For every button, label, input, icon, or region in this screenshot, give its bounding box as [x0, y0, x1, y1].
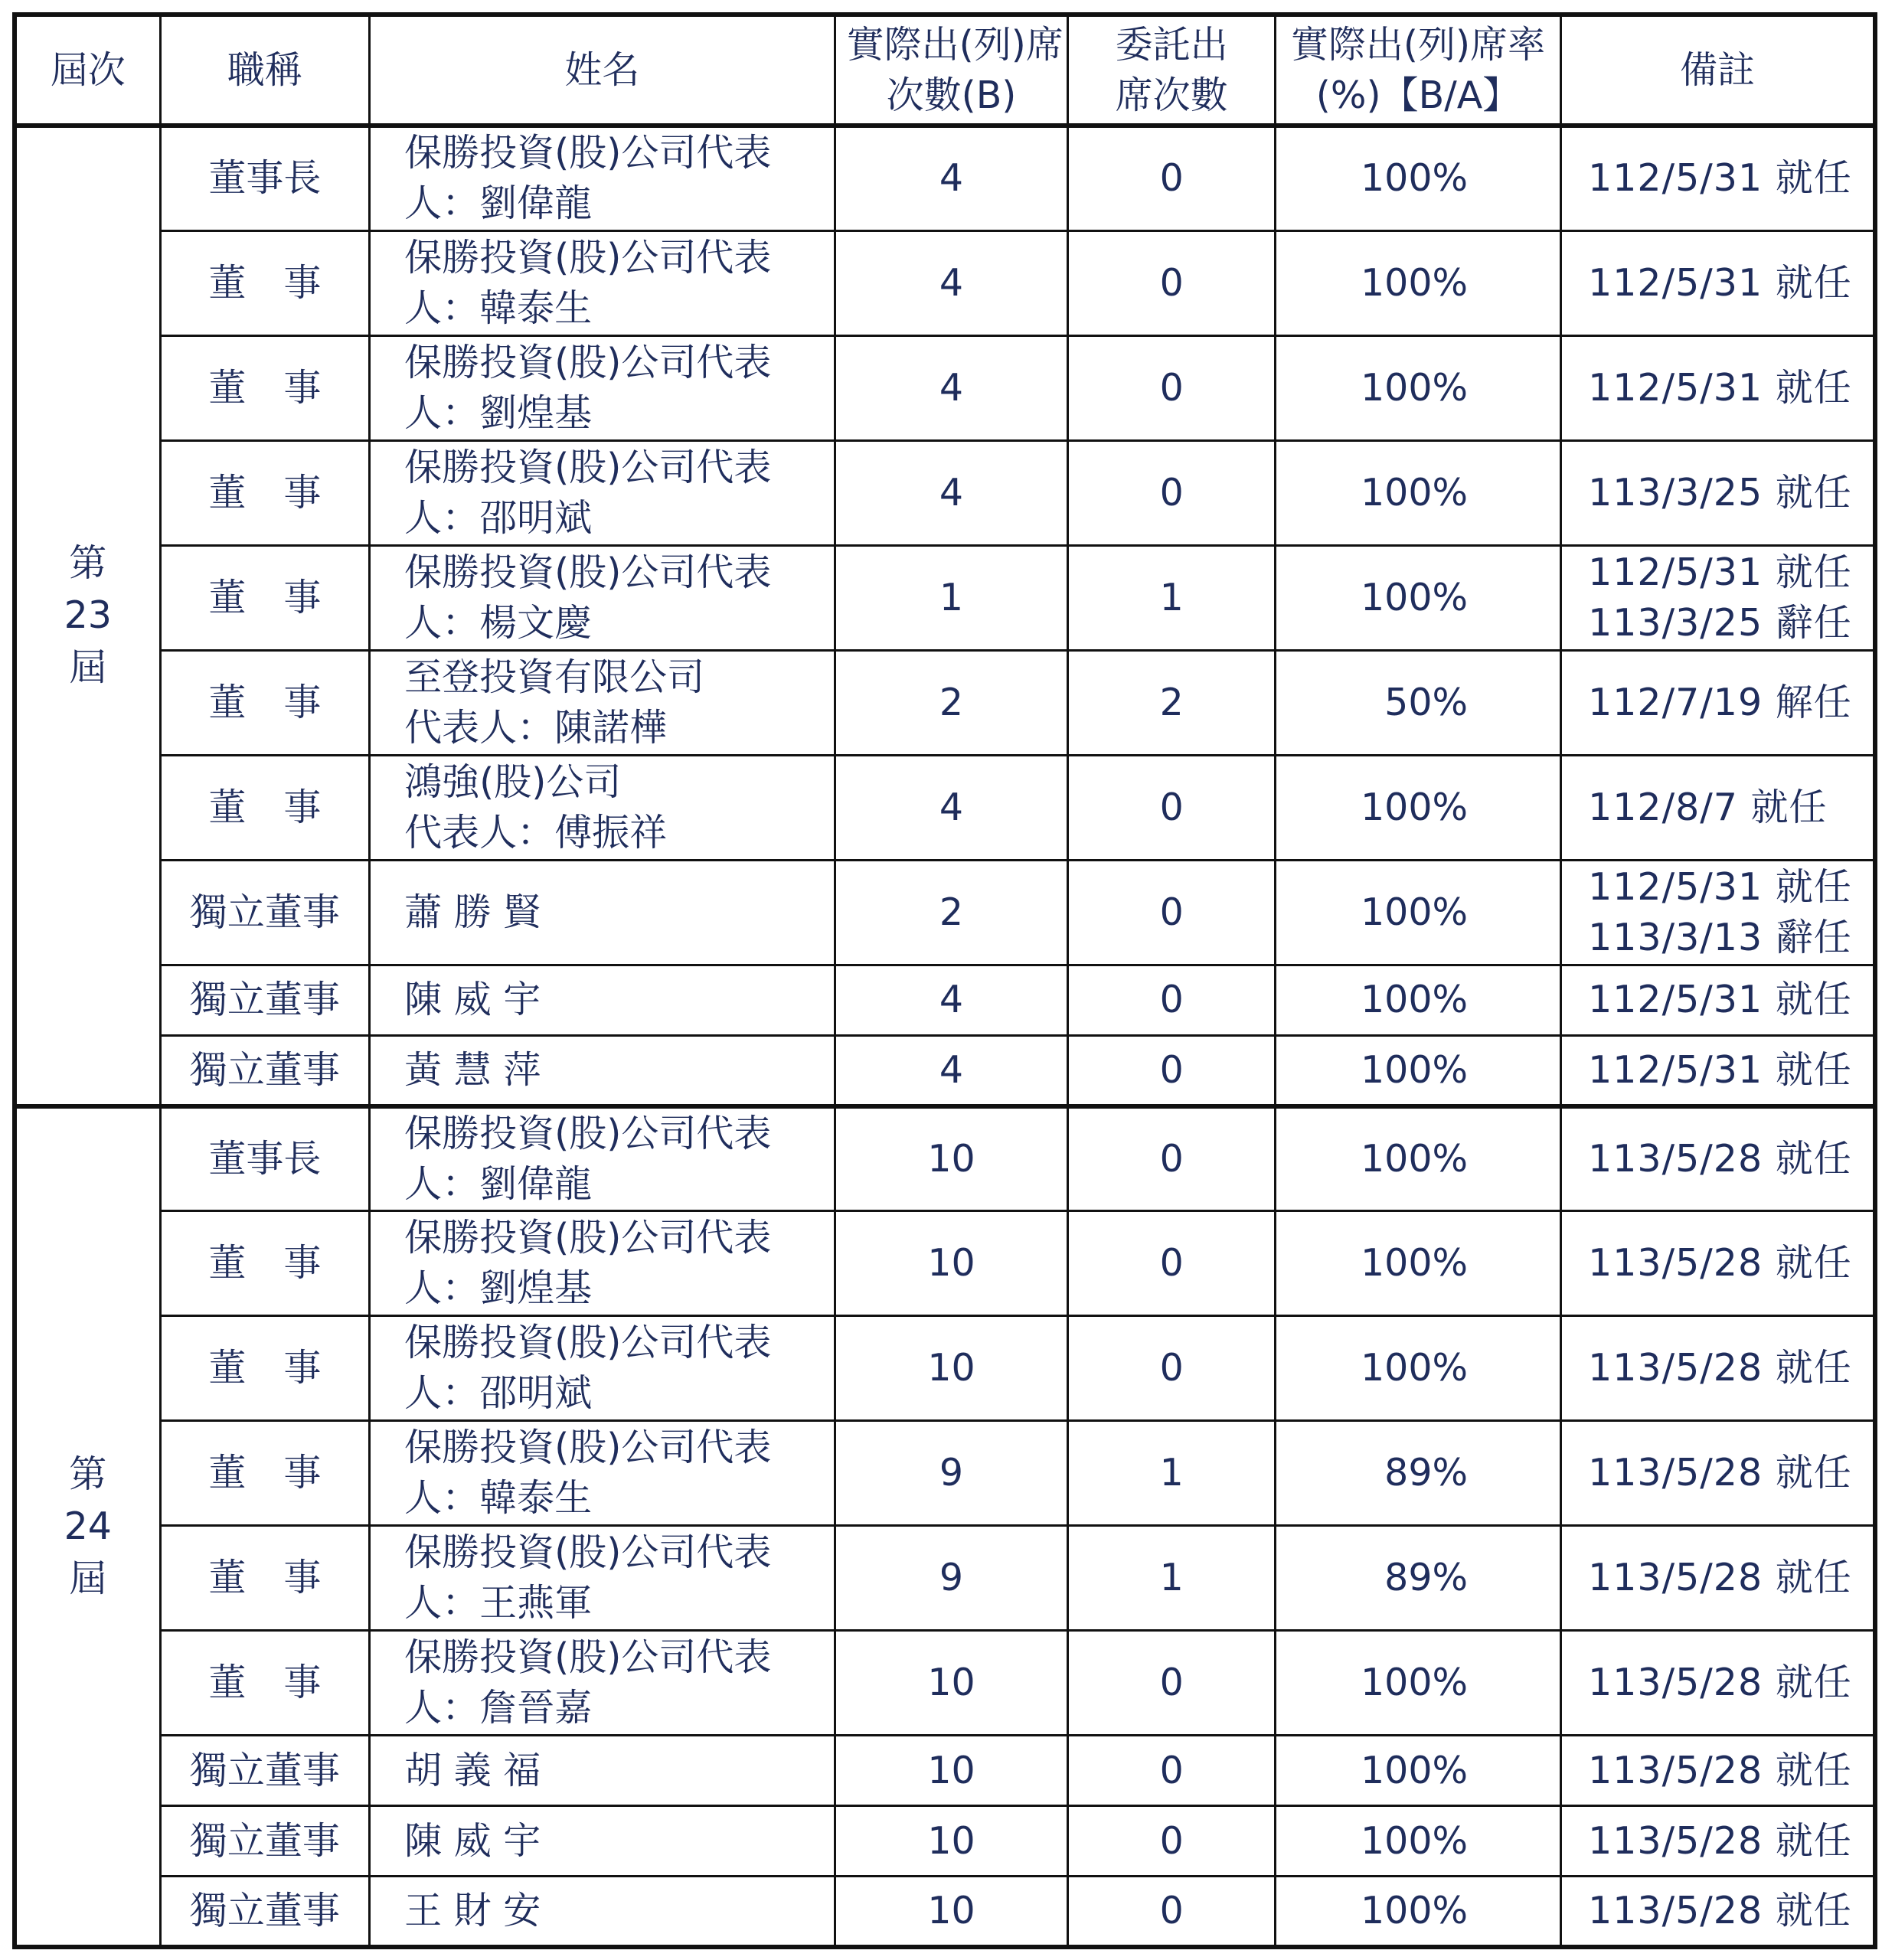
proxy-attendance-cell: 0 — [1068, 1106, 1276, 1211]
note-line: 113/5/28 就任 — [1588, 1451, 1852, 1495]
title-cell: 董 事 — [160, 1526, 370, 1631]
name-line: 人：劉煌基 — [404, 1266, 593, 1311]
note-line: 112/5/31 就任 — [1588, 156, 1852, 201]
name-cell — [370, 545, 835, 650]
actual-attendance-cell: 4 — [835, 126, 1068, 230]
actual-attendance-cell: 2 — [835, 650, 1068, 755]
name-cell — [370, 1526, 835, 1631]
note-cell — [1561, 1106, 1875, 1211]
title-cell: 董 事 — [160, 1211, 370, 1316]
name-line: 保勝投資(股)公司代表 — [404, 1216, 772, 1260]
header-title: 職稱 — [160, 15, 370, 126]
attendance-rate-cell: 100% — [1275, 440, 1560, 545]
proxy-attendance-cell: 0 — [1068, 440, 1276, 545]
name-line: 人：邵明斌 — [404, 1371, 593, 1416]
actual-attendance-cell: 4 — [835, 1035, 1068, 1106]
name-cell — [370, 650, 835, 755]
attendance-rate-cell: 100% — [1275, 1877, 1560, 1947]
table-row — [15, 1631, 1875, 1736]
header-proxy-attendance — [1068, 15, 1276, 126]
table-row — [15, 1316, 1875, 1421]
name-line: 代表人：傅振祥 — [404, 810, 668, 854]
table-row — [15, 1035, 1875, 1106]
title-cell: 獨立董事 — [160, 860, 370, 965]
attendance-rate-cell: 100% — [1275, 545, 1560, 650]
actual-attendance-cell: 4 — [835, 335, 1068, 440]
note-line: 113/5/28 就任 — [1588, 1136, 1852, 1181]
name-line: 人：劉偉龍 — [404, 181, 593, 226]
title-cell: 獨立董事 — [160, 1736, 370, 1806]
name-line: 至登投資有限公司 — [404, 655, 705, 699]
attendance-rate-cell: 100% — [1275, 965, 1560, 1035]
note-line: 112/5/31 就任 — [1588, 864, 1852, 909]
table-row — [15, 1877, 1875, 1947]
attendance-rate-cell: 100% — [1275, 1211, 1560, 1316]
title-cell: 董事長 — [160, 1106, 370, 1211]
header-note: 備註 — [1561, 15, 1875, 126]
attendance-rate-cell: 100% — [1275, 1316, 1560, 1421]
name-line: 保勝投資(股)公司代表 — [404, 1530, 772, 1575]
actual-attendance-cell: 10 — [835, 1631, 1068, 1736]
header-term: 屆次 — [15, 15, 160, 126]
title-cell: 董 事 — [160, 755, 370, 860]
name-cell — [370, 1877, 835, 1947]
name-line: 人：邵明斌 — [404, 495, 593, 540]
table-row — [15, 1211, 1875, 1316]
note-line: 112/5/31 就任 — [1588, 550, 1852, 594]
note-line: 113/5/28 就任 — [1588, 1889, 1852, 1933]
proxy-attendance-cell: 1 — [1068, 1421, 1276, 1526]
proxy-attendance-cell: 0 — [1068, 755, 1276, 860]
proxy-attendance-cell: 0 — [1068, 1035, 1276, 1106]
name-cell — [370, 1035, 835, 1106]
note-cell — [1561, 1806, 1875, 1877]
name-line: 人：劉偉龍 — [404, 1161, 593, 1206]
attendance-rate-cell: 100% — [1275, 1035, 1560, 1106]
name-cell — [370, 755, 835, 860]
name-line: 胡 義 福 — [404, 1748, 541, 1792]
title-cell: 董事長 — [160, 126, 370, 230]
name-line: 保勝投資(股)公司代表 — [404, 1111, 772, 1155]
title-cell: 獨立董事 — [160, 1035, 370, 1106]
name-line: 人：詹晉嘉 — [404, 1686, 593, 1730]
name-line: 人：劉煌基 — [404, 390, 593, 435]
table-row — [15, 440, 1875, 545]
name-cell — [370, 126, 835, 230]
proxy-attendance-cell: 0 — [1068, 1877, 1276, 1947]
note-line: 113/5/28 就任 — [1588, 1556, 1852, 1600]
note-line: 113/5/28 就任 — [1588, 1346, 1852, 1390]
name-cell — [370, 1211, 835, 1316]
table-row — [15, 1106, 1875, 1211]
title-cell: 董 事 — [160, 545, 370, 650]
proxy-attendance-cell: 0 — [1068, 1806, 1276, 1877]
note-cell — [1561, 1211, 1875, 1316]
name-line: 保勝投資(股)公司代表 — [404, 445, 772, 489]
attendance-rate-cell: 100% — [1275, 1806, 1560, 1877]
name-cell — [370, 860, 835, 965]
actual-attendance-cell: 10 — [835, 1106, 1068, 1211]
attendance-rate-cell: 100% — [1275, 126, 1560, 230]
note-cell — [1561, 650, 1875, 755]
actual-attendance-cell: 9 — [835, 1526, 1068, 1631]
note-cell — [1561, 230, 1875, 335]
proxy-attendance-cell: 0 — [1068, 1316, 1276, 1421]
note-line: 113/3/13 辭任 — [1588, 915, 1852, 959]
attendance-rate-cell: 100% — [1275, 1631, 1560, 1736]
note-line: 113/3/25 辭任 — [1588, 600, 1852, 645]
note-cell — [1561, 1316, 1875, 1421]
table-row — [15, 1421, 1875, 1526]
note-cell — [1561, 126, 1875, 230]
table-row — [15, 335, 1875, 440]
name-line: 保勝投資(股)公司代表 — [404, 235, 772, 279]
note-line: 113/3/25 就任 — [1588, 470, 1852, 514]
note-line: 112/8/7 就任 — [1588, 785, 1828, 829]
note-cell — [1561, 440, 1875, 545]
note-cell — [1561, 755, 1875, 860]
table-row — [15, 1526, 1875, 1631]
name-cell — [370, 1806, 835, 1877]
actual-attendance-cell: 4 — [835, 755, 1068, 860]
note-cell — [1561, 335, 1875, 440]
name-line: 人：韓泰生 — [404, 286, 593, 330]
actual-attendance-cell: 4 — [835, 230, 1068, 335]
term-label — [15, 126, 160, 1106]
actual-attendance-cell: 1 — [835, 545, 1068, 650]
term-label-line: 屆 — [69, 1556, 107, 1600]
note-cell — [1561, 860, 1875, 965]
proxy-attendance-cell: 0 — [1068, 1211, 1276, 1316]
actual-attendance-cell: 10 — [835, 1736, 1068, 1806]
name-cell — [370, 1316, 835, 1421]
name-cell — [370, 440, 835, 545]
header-name: 姓名 — [370, 15, 835, 126]
note-line: 113/5/28 就任 — [1588, 1241, 1852, 1285]
header-actual-attendance — [835, 15, 1068, 126]
name-line: 代表人：陳諾樺 — [404, 705, 668, 750]
table-row — [15, 1736, 1875, 1806]
board-attendance-table — [12, 12, 1877, 1949]
name-line: 保勝投資(股)公司代表 — [404, 1635, 772, 1680]
term-label-line: 第 — [69, 1452, 107, 1496]
name-line: 保勝投資(股)公司代表 — [404, 1426, 772, 1470]
title-cell: 獨立董事 — [160, 1877, 370, 1947]
header-attendance-rate — [1275, 15, 1560, 126]
name-line: 人：楊文慶 — [404, 600, 593, 645]
title-cell: 獨立董事 — [160, 965, 370, 1035]
actual-attendance-cell: 10 — [835, 1211, 1068, 1316]
proxy-attendance-cell: 0 — [1068, 1631, 1276, 1736]
name-cell — [370, 230, 835, 335]
header-row — [15, 15, 1875, 126]
actual-attendance-cell: 4 — [835, 440, 1068, 545]
name-line: 人：王燕軍 — [404, 1581, 593, 1625]
name-line: 陳 威 宇 — [404, 1818, 541, 1863]
name-line: 陳 威 宇 — [404, 978, 541, 1022]
term-label-line: 23 — [64, 593, 112, 638]
table-header — [15, 15, 1875, 126]
name-cell — [370, 1421, 835, 1526]
term-label-line: 第 — [69, 541, 107, 586]
table-row — [15, 755, 1875, 860]
title-cell: 董 事 — [160, 440, 370, 545]
table-row — [15, 650, 1875, 755]
term-24-group — [15, 1106, 1875, 1947]
term-23-group — [15, 126, 1875, 1106]
attendance-rate-cell: 100% — [1275, 1106, 1560, 1211]
note-cell — [1561, 965, 1875, 1035]
name-cell — [370, 1736, 835, 1806]
note-line: 112/5/31 就任 — [1588, 365, 1852, 410]
actual-attendance-cell: 2 — [835, 860, 1068, 965]
table-row — [15, 860, 1875, 965]
header-actual-line1: 實際出(列)席 — [846, 22, 1064, 67]
actual-attendance-cell: 4 — [835, 965, 1068, 1035]
attendance-rate-cell: 100% — [1275, 230, 1560, 335]
note-line: 112/5/31 就任 — [1588, 260, 1852, 305]
table-row — [15, 545, 1875, 650]
attendance-rate-cell: 50% — [1275, 650, 1560, 755]
header-rate-line2: (%)【B/A】 — [1315, 73, 1521, 117]
attendance-rate-cell: 100% — [1275, 335, 1560, 440]
proxy-attendance-cell: 1 — [1068, 545, 1276, 650]
proxy-attendance-cell: 0 — [1068, 1736, 1276, 1806]
name-line: 保勝投資(股)公司代表 — [404, 550, 772, 594]
note-line: 113/5/28 就任 — [1588, 1661, 1852, 1705]
attendance-rate-cell: 89% — [1275, 1526, 1560, 1631]
note-line: 112/5/31 就任 — [1588, 1047, 1852, 1092]
note-cell — [1561, 1421, 1875, 1526]
name-cell — [370, 335, 835, 440]
note-cell — [1561, 1736, 1875, 1806]
table-row — [15, 230, 1875, 335]
title-cell: 董 事 — [160, 650, 370, 755]
term-label-line: 24 — [64, 1504, 112, 1548]
proxy-attendance-cell: 0 — [1068, 860, 1276, 965]
proxy-attendance-cell: 2 — [1068, 650, 1276, 755]
actual-attendance-cell: 10 — [835, 1877, 1068, 1947]
note-cell — [1561, 1631, 1875, 1736]
title-cell: 獨立董事 — [160, 1806, 370, 1877]
note-line: 113/5/28 就任 — [1588, 1748, 1852, 1792]
header-proxy-line1: 委託出 — [1115, 22, 1228, 67]
table-row — [15, 1806, 1875, 1877]
note-line: 112/7/19 解任 — [1588, 680, 1852, 724]
proxy-attendance-cell: 0 — [1068, 335, 1276, 440]
proxy-attendance-cell: 0 — [1068, 230, 1276, 335]
note-cell — [1561, 1526, 1875, 1631]
note-line: 113/5/28 就任 — [1588, 1818, 1852, 1863]
note-cell — [1561, 1877, 1875, 1947]
actual-attendance-cell: 9 — [835, 1421, 1068, 1526]
term-label — [15, 1106, 160, 1947]
actual-attendance-cell: 10 — [835, 1806, 1068, 1877]
name-line: 鴻強(股)公司 — [404, 760, 622, 804]
title-cell: 董 事 — [160, 335, 370, 440]
title-cell: 董 事 — [160, 1631, 370, 1736]
attendance-rate-cell: 100% — [1275, 1736, 1560, 1806]
note-cell — [1561, 1035, 1875, 1106]
attendance-rate-cell: 89% — [1275, 1421, 1560, 1526]
title-cell: 董 事 — [160, 1316, 370, 1421]
name-line: 王 財 安 — [404, 1889, 541, 1933]
proxy-attendance-cell: 0 — [1068, 126, 1276, 230]
name-cell — [370, 965, 835, 1035]
name-line: 黃 慧 萍 — [404, 1047, 541, 1092]
table-row — [15, 126, 1875, 230]
proxy-attendance-cell: 0 — [1068, 965, 1276, 1035]
note-cell — [1561, 545, 1875, 650]
proxy-attendance-cell: 1 — [1068, 1526, 1276, 1631]
name-line: 保勝投資(股)公司代表 — [404, 1321, 772, 1365]
title-cell: 董 事 — [160, 230, 370, 335]
actual-attendance-cell: 10 — [835, 1316, 1068, 1421]
header-rate-line1: 實際出(列)席率 — [1290, 22, 1546, 67]
header-proxy-line2: 席次數 — [1115, 73, 1228, 117]
attendance-rate-cell: 100% — [1275, 755, 1560, 860]
note-line: 112/5/31 就任 — [1588, 978, 1852, 1022]
attendance-rate-cell: 100% — [1275, 860, 1560, 965]
title-cell: 董 事 — [160, 1421, 370, 1526]
header-actual-line2: 次數(B) — [886, 73, 1017, 117]
name-line: 人：韓泰生 — [404, 1476, 593, 1521]
name-line: 保勝投資(股)公司代表 — [404, 131, 772, 175]
table-row — [15, 965, 1875, 1035]
name-line: 保勝投資(股)公司代表 — [404, 340, 772, 384]
term-label-line: 屆 — [69, 645, 107, 690]
name-cell — [370, 1631, 835, 1736]
name-cell — [370, 1106, 835, 1211]
name-line: 蕭 勝 賢 — [404, 890, 541, 934]
